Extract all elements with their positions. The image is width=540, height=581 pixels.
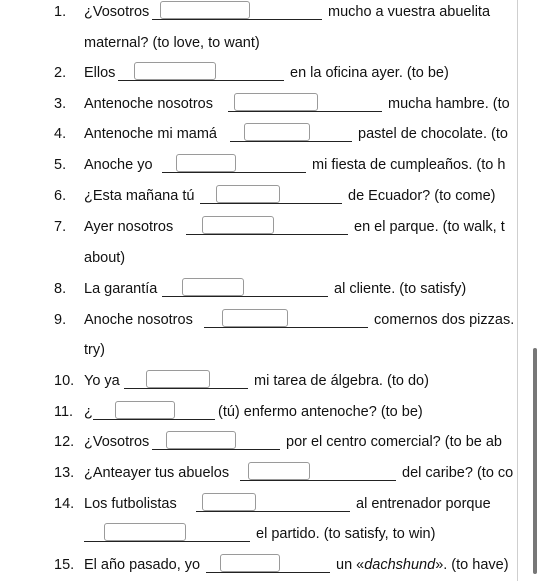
- item-number: 1.: [54, 4, 67, 20]
- answer-blank-1[interactable]: [152, 0, 322, 24]
- item-number: 5.: [54, 157, 67, 173]
- prompt-after-prefix: un «: [336, 557, 365, 573]
- prompt-after-italic: dachshund: [364, 557, 436, 573]
- answer-blank-15[interactable]: [206, 553, 330, 577]
- prompt-before: Los futbolistas: [84, 496, 177, 512]
- prompt-before: La garantía: [84, 281, 158, 297]
- prompt-continuation: maternal? (to love, to want): [84, 35, 260, 51]
- answer-blank-14a[interactable]: [196, 492, 350, 516]
- item-number: 15.: [54, 557, 75, 573]
- prompt-after-suffix: ». (to have): [435, 557, 509, 573]
- prompt-before: Ellos: [84, 65, 116, 81]
- prompt-after: en la oficina ayer. (to be): [290, 65, 449, 81]
- prompt-before: Antenoche nosotros: [84, 96, 213, 112]
- prompt-continuation-after: el partido. (to satisfy, to win): [256, 526, 436, 542]
- prompt-after: al entrenador porque: [356, 496, 491, 512]
- item-number: 13.: [54, 465, 75, 481]
- prompt-before: Antenoche mi mamá: [84, 126, 217, 142]
- item-number: 4.: [54, 126, 67, 142]
- prompt-after: al cliente. (to satisfy): [334, 281, 467, 297]
- answer-blank-11[interactable]: [93, 400, 215, 424]
- item-number: 2.: [54, 65, 67, 81]
- answer-blank-3[interactable]: [228, 92, 382, 116]
- answer-blank-14b[interactable]: [84, 522, 250, 546]
- prompt-after: mucha hambre. (to: [388, 96, 510, 112]
- prompt-after: del caribe? (to co: [402, 465, 514, 481]
- prompt-before: ¿: [84, 404, 93, 420]
- prompt-continuation: about): [84, 250, 126, 266]
- item-number: 7.: [54, 219, 67, 235]
- answer-blank-5[interactable]: [162, 153, 306, 177]
- prompt-after: por el centro comercial? (to be ab: [286, 434, 502, 450]
- item-number: 10.: [54, 373, 75, 389]
- answer-blank-7[interactable]: [186, 215, 348, 239]
- prompt-continuation: try): [84, 342, 105, 358]
- prompt-after: comernos dos pizzas.: [374, 312, 515, 328]
- answer-blank-2[interactable]: [118, 61, 284, 85]
- prompt-before: Anoche nosotros: [84, 312, 193, 328]
- prompt-before: ¿Esta mañana tú: [84, 188, 195, 204]
- prompt-after: de Ecuador? (to come): [348, 188, 496, 204]
- answer-blank-13[interactable]: [240, 461, 396, 485]
- prompt-after: pastel de chocolate. (to: [358, 126, 508, 142]
- prompt-before: Ayer nosotros: [84, 219, 174, 235]
- prompt-before: ¿Vosotros: [84, 434, 150, 450]
- prompt-after: mucho a vuestra abuelita: [328, 4, 491, 20]
- prompt-before: Anoche yo: [84, 157, 153, 173]
- answer-blank-12[interactable]: [152, 430, 280, 454]
- prompt-after: mi fiesta de cumpleaños. (to h: [312, 157, 506, 173]
- item-number: 14.: [54, 496, 75, 512]
- prompt-before: ¿Vosotros: [84, 4, 150, 20]
- item-number: 6.: [54, 188, 67, 204]
- item-number: 12.: [54, 434, 75, 450]
- prompt-after: en el parque. (to walk, t: [354, 219, 505, 235]
- answer-blank-6[interactable]: [200, 184, 342, 208]
- answer-blank-10[interactable]: [124, 369, 248, 393]
- answer-blank-8[interactable]: [162, 277, 328, 301]
- item-number: 11.: [54, 404, 74, 420]
- prompt-before: ¿Anteayer tus abuelos: [84, 465, 230, 481]
- prompt-after: mi tarea de álgebra. (to do): [254, 373, 429, 389]
- prompt-after: [336, 553, 509, 577]
- item-number: 3.: [54, 96, 67, 112]
- prompt-after: (tú) enfermo antenoche? (to be): [218, 404, 423, 420]
- item-number: 8.: [54, 281, 67, 297]
- prompt-before: El año pasado, yo: [84, 557, 201, 573]
- answer-blank-4[interactable]: [230, 122, 352, 146]
- answer-blank-9[interactable]: [204, 308, 368, 332]
- item-number: 9.: [54, 312, 67, 328]
- prompt-before: Yo ya: [84, 373, 120, 389]
